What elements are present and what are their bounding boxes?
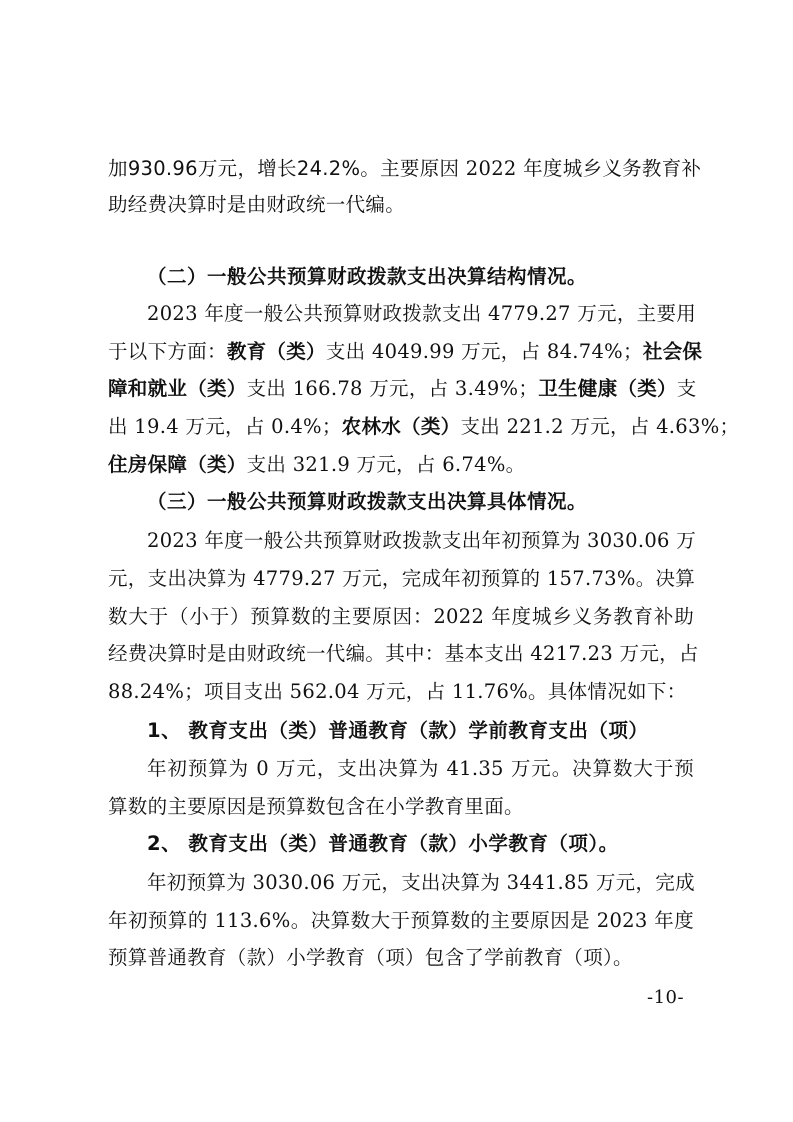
paragraph-line: 年初预算为 0 万元，支出决算为 41.35 万元。决算数大于预: [147, 757, 694, 780]
number-span: 24.2%。: [296, 157, 381, 180]
paragraph-line: [108, 154, 702, 184]
text-span: 出 19.4 万元，占 0.4%；: [108, 415, 342, 438]
paragraph-line: [108, 337, 703, 367]
text-span: 加: [108, 157, 128, 180]
category-label: 障和就业（类）: [108, 377, 247, 400]
category-label: 教育（类）: [226, 340, 326, 363]
category-label: 社会保: [642, 340, 703, 363]
paragraph-line: 2023 年度一般公共预算财政拨款支出 4779.27 万元，主要用: [147, 302, 697, 325]
text-span: 支出 4049.99 万元，占 84.74%；: [325, 340, 643, 363]
item-heading: 2、 教育支出（类）普通教育（款）小学教育（项）。: [147, 832, 619, 855]
number-span: 930.96: [127, 157, 198, 180]
paragraph-line: [108, 412, 740, 442]
paragraph-line: 预算普通教育（款）小学教育（项）包含了学前教育（项）。: [108, 946, 633, 969]
paragraph-line: 元，支出决算为 4779.27 万元，完成年初预算的 157.73%。决算: [108, 567, 696, 590]
paragraph-line: 2023 年度一般公共预算财政拨款支出年初预算为 3030.06 万: [147, 529, 697, 552]
text-span: 于以下方面：: [108, 340, 227, 363]
text-span: 支出 221.2 万元，占 4.63%；: [460, 415, 740, 438]
paragraph-line: 88.24%；项目支出 562.04 万元，占 11.76%。具体情况如下：: [108, 680, 687, 703]
paragraph-line: [108, 450, 694, 480]
text-span: 主要原因 2022 年度城乡义务教育补: [380, 157, 702, 180]
text-span: 支出 321.9 万元，占 6.74%。: [246, 453, 526, 476]
paragraph-line: 算数的主要原因是预算数包含在小学教育里面。: [108, 795, 524, 818]
paragraph-line: 年初预算为 3030.06 万元，支出决算为 3441.85 万元，完成: [147, 871, 695, 894]
section-heading: （二）一般公共预算财政拨款支出决算结构情况。: [147, 265, 588, 288]
category-label: 卫生健康（类）: [538, 377, 677, 400]
paragraph-line: [108, 374, 697, 404]
text-span: 支: [676, 377, 697, 400]
section-heading: （三）一般公共预算财政拨款支出决算具体情况。: [147, 490, 588, 513]
category-label: 农林水（类）: [341, 415, 461, 438]
text-span: 支出 166.78 万元，占 3.49%；: [246, 377, 539, 400]
category-label: 住房保障（类）: [108, 453, 247, 476]
paragraph-line: 年初预算的 113.6%。决算数大于预算数的主要原因是 2023 年度: [108, 909, 694, 932]
paragraph-line: 助经费决算时是由财政统一代编。: [108, 193, 406, 216]
page-number: -10-: [647, 987, 685, 1008]
paragraph-line: 数大于（小于）预算数的主要原因：2022 年度城乡义务教育补助: [108, 605, 694, 628]
item-heading: 1、 教育支出（类）普通教育（款）学前教育支出（项）: [147, 719, 649, 742]
paragraph-line: 经费决算时是由财政统一代编。其中：基本支出 4217.23 万元，占: [108, 642, 699, 665]
text-span: 万元，增长: [197, 157, 297, 180]
